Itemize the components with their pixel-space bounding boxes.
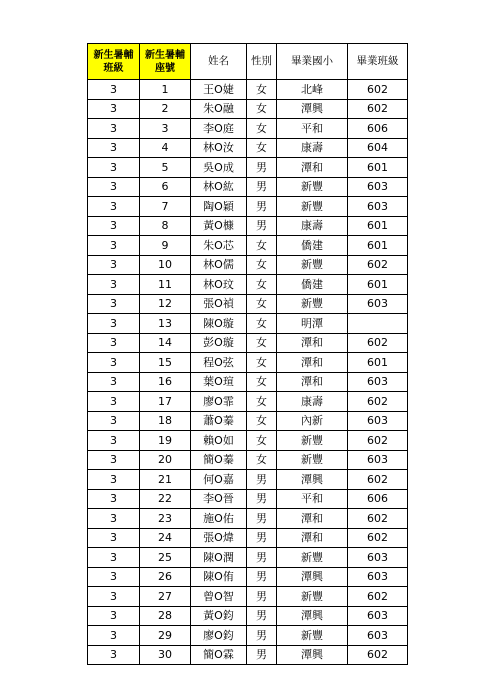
- cell-summer-class: 3: [88, 99, 140, 119]
- cell-graduation-class: 603: [348, 606, 408, 626]
- cell-summer-seat: 24: [140, 528, 191, 548]
- table-row: [88, 216, 408, 236]
- table-row: [88, 587, 408, 607]
- cell-summer-class: 3: [88, 372, 140, 392]
- table-row: [88, 236, 408, 256]
- cell-graduation-class: 602: [348, 645, 408, 665]
- cell-graduation-class: 602: [348, 255, 408, 275]
- cell-elementary-school: 潭和: [277, 353, 348, 373]
- cell-name: 簡O蓁: [191, 450, 247, 470]
- cell-gender: 女: [247, 411, 277, 431]
- cell-summer-seat: 20: [140, 450, 191, 470]
- cell-summer-class: 3: [88, 216, 140, 236]
- header-summer-class-text: 新生暑輔 班級: [93, 49, 134, 74]
- cell-gender: 女: [247, 236, 277, 256]
- cell-gender: 女: [247, 392, 277, 412]
- cell-summer-class: 3: [88, 80, 140, 100]
- cell-elementary-school: 新豐: [277, 177, 348, 197]
- cell-name: 廖O霏: [191, 392, 247, 412]
- table-row: [88, 333, 408, 353]
- cell-elementary-school: 潭興: [277, 470, 348, 490]
- cell-elementary-school: 新豐: [277, 450, 348, 470]
- table-row: [88, 411, 408, 431]
- cell-summer-class: 3: [88, 567, 140, 587]
- cell-name: 王O婕: [191, 80, 247, 100]
- table-row: [88, 158, 408, 178]
- cell-elementary-school: 新豐: [277, 197, 348, 217]
- table-row: [88, 645, 408, 665]
- header-gender: 性別: [247, 44, 277, 80]
- cell-elementary-school: 僑建: [277, 236, 348, 256]
- cell-summer-seat: 14: [140, 333, 191, 353]
- table-row: [88, 548, 408, 568]
- table-row: [88, 372, 408, 392]
- cell-elementary-school: 新豐: [277, 255, 348, 275]
- cell-summer-seat: 25: [140, 548, 191, 568]
- cell-name: 陳O潤: [191, 548, 247, 568]
- table-row: [88, 431, 408, 451]
- cell-gender: 女: [247, 353, 277, 373]
- table-row: [88, 528, 408, 548]
- cell-summer-seat: 30: [140, 645, 191, 665]
- table-row: [88, 177, 408, 197]
- cell-graduation-class: 602: [348, 80, 408, 100]
- cell-name: 賴O如: [191, 431, 247, 451]
- cell-summer-seat: 9: [140, 236, 191, 256]
- cell-elementary-school: 新豐: [277, 626, 348, 646]
- cell-gender: 女: [247, 275, 277, 295]
- cell-name: 朱O融: [191, 99, 247, 119]
- cell-elementary-school: 潭興: [277, 99, 348, 119]
- header-graduation-class: 畢業班級: [348, 44, 408, 80]
- table-row: [88, 138, 408, 158]
- cell-summer-seat: 5: [140, 158, 191, 178]
- cell-gender: 女: [247, 314, 277, 334]
- cell-elementary-school: 新豐: [277, 431, 348, 451]
- cell-gender: 男: [247, 567, 277, 587]
- cell-graduation-class: [348, 314, 408, 334]
- cell-summer-class: 3: [88, 411, 140, 431]
- cell-graduation-class: 602: [348, 528, 408, 548]
- header-elementary-school: 畢業國小: [277, 44, 348, 80]
- cell-summer-class: 3: [88, 528, 140, 548]
- table-row: [88, 255, 408, 275]
- table-row: [88, 509, 408, 529]
- table-row: [88, 294, 408, 314]
- cell-gender: 男: [247, 509, 277, 529]
- cell-elementary-school: 潭和: [277, 333, 348, 353]
- cell-graduation-class: 601: [348, 275, 408, 295]
- cell-name: 彭O璇: [191, 333, 247, 353]
- cell-summer-seat: 10: [140, 255, 191, 275]
- cell-graduation-class: 601: [348, 236, 408, 256]
- cell-summer-seat: 11: [140, 275, 191, 295]
- cell-summer-seat: 12: [140, 294, 191, 314]
- cell-summer-class: 3: [88, 353, 140, 373]
- table-row: [88, 392, 408, 412]
- cell-summer-seat: 29: [140, 626, 191, 646]
- cell-gender: 女: [247, 80, 277, 100]
- cell-summer-seat: 19: [140, 431, 191, 451]
- table-row: [88, 99, 408, 119]
- cell-summer-seat: 6: [140, 177, 191, 197]
- cell-elementary-school: 新豐: [277, 587, 348, 607]
- cell-gender: 女: [247, 294, 277, 314]
- cell-gender: 女: [247, 255, 277, 275]
- cell-name: 李O庭: [191, 119, 247, 139]
- cell-name: 黃O槺: [191, 216, 247, 236]
- cell-name: 林O紘: [191, 177, 247, 197]
- cell-summer-seat: 26: [140, 567, 191, 587]
- table-row: [88, 314, 408, 334]
- cell-summer-seat: 4: [140, 138, 191, 158]
- cell-elementary-school: 潭和: [277, 158, 348, 178]
- cell-summer-class: 3: [88, 255, 140, 275]
- cell-name: 林O儒: [191, 255, 247, 275]
- cell-summer-seat: 23: [140, 509, 191, 529]
- cell-graduation-class: 606: [348, 119, 408, 139]
- cell-name: 朱O芯: [191, 236, 247, 256]
- cell-elementary-school: 平和: [277, 489, 348, 509]
- cell-gender: 男: [247, 548, 277, 568]
- cell-graduation-class: 602: [348, 392, 408, 412]
- cell-graduation-class: 603: [348, 548, 408, 568]
- cell-summer-seat: 17: [140, 392, 191, 412]
- cell-summer-class: 3: [88, 275, 140, 295]
- cell-graduation-class: 603: [348, 177, 408, 197]
- table-row: [88, 567, 408, 587]
- roster-body: [88, 80, 408, 665]
- cell-summer-class: 3: [88, 489, 140, 509]
- cell-elementary-school: 康壽: [277, 138, 348, 158]
- cell-gender: 女: [247, 119, 277, 139]
- header-summer-seat-text: 新生暑輔 座號: [145, 49, 185, 74]
- cell-elementary-school: 潭和: [277, 528, 348, 548]
- cell-summer-class: 3: [88, 431, 140, 451]
- cell-elementary-school: 潭興: [277, 567, 348, 587]
- cell-graduation-class: 601: [348, 353, 408, 373]
- cell-name: 施O佑: [191, 509, 247, 529]
- cell-gender: 男: [247, 216, 277, 236]
- cell-name: 何O嘉: [191, 470, 247, 490]
- cell-gender: 女: [247, 333, 277, 353]
- table-row: [88, 489, 408, 509]
- cell-graduation-class: 603: [348, 411, 408, 431]
- cell-name: 陶O穎: [191, 197, 247, 217]
- cell-name: 曾O智: [191, 587, 247, 607]
- cell-graduation-class: 603: [348, 294, 408, 314]
- cell-elementary-school: 新豐: [277, 548, 348, 568]
- cell-elementary-school: 潭興: [277, 606, 348, 626]
- cell-summer-seat: 7: [140, 197, 191, 217]
- cell-summer-seat: 8: [140, 216, 191, 236]
- cell-summer-class: 3: [88, 333, 140, 353]
- cell-gender: 男: [247, 197, 277, 217]
- student-roster-table: [87, 43, 408, 665]
- cell-name: 張O禎: [191, 294, 247, 314]
- cell-name: 林O汝: [191, 138, 247, 158]
- table-row: [88, 197, 408, 217]
- cell-summer-seat: 22: [140, 489, 191, 509]
- cell-name: 林O玟: [191, 275, 247, 295]
- cell-name: 程O弦: [191, 353, 247, 373]
- header-summer-class: [88, 44, 140, 80]
- cell-name: 陳O侑: [191, 567, 247, 587]
- cell-gender: 男: [247, 645, 277, 665]
- cell-summer-class: 3: [88, 119, 140, 139]
- cell-elementary-school: 新豐: [277, 294, 348, 314]
- cell-gender: 男: [247, 587, 277, 607]
- cell-elementary-school: 康壽: [277, 392, 348, 412]
- cell-name: 簡O霖: [191, 645, 247, 665]
- cell-gender: 男: [247, 528, 277, 548]
- table-row: [88, 353, 408, 373]
- cell-elementary-school: 潭和: [277, 372, 348, 392]
- cell-summer-seat: 16: [140, 372, 191, 392]
- cell-summer-seat: 2: [140, 99, 191, 119]
- cell-name: 廖O鈞: [191, 626, 247, 646]
- cell-graduation-class: 602: [348, 333, 408, 353]
- cell-summer-seat: 28: [140, 606, 191, 626]
- cell-gender: 男: [247, 470, 277, 490]
- cell-summer-seat: 21: [140, 470, 191, 490]
- cell-summer-seat: 15: [140, 353, 191, 373]
- cell-summer-class: 3: [88, 158, 140, 178]
- cell-elementary-school: 潭興: [277, 645, 348, 665]
- cell-elementary-school: 明潭: [277, 314, 348, 334]
- cell-gender: 男: [247, 177, 277, 197]
- cell-elementary-school: 平和: [277, 119, 348, 139]
- cell-summer-class: 3: [88, 509, 140, 529]
- cell-summer-class: 3: [88, 236, 140, 256]
- cell-summer-class: 3: [88, 138, 140, 158]
- cell-summer-class: 3: [88, 294, 140, 314]
- cell-summer-seat: 1: [140, 80, 191, 100]
- cell-gender: 男: [247, 158, 277, 178]
- cell-summer-class: 3: [88, 314, 140, 334]
- table-row: [88, 450, 408, 470]
- header-summer-seat: [140, 44, 191, 80]
- cell-elementary-school: 康壽: [277, 216, 348, 236]
- cell-summer-seat: 18: [140, 411, 191, 431]
- cell-elementary-school: 北峰: [277, 80, 348, 100]
- header-name: 姓名: [191, 44, 247, 80]
- cell-summer-class: 3: [88, 606, 140, 626]
- cell-name: 蕭O蓁: [191, 411, 247, 431]
- cell-graduation-class: 603: [348, 372, 408, 392]
- cell-graduation-class: 602: [348, 509, 408, 529]
- cell-elementary-school: 內新: [277, 411, 348, 431]
- header-row: [88, 44, 408, 80]
- cell-graduation-class: 602: [348, 431, 408, 451]
- cell-summer-class: 3: [88, 626, 140, 646]
- cell-graduation-class: 606: [348, 489, 408, 509]
- cell-name: 張O煒: [191, 528, 247, 548]
- table-row: [88, 626, 408, 646]
- cell-summer-class: 3: [88, 548, 140, 568]
- cell-graduation-class: 603: [348, 626, 408, 646]
- cell-graduation-class: 601: [348, 216, 408, 236]
- cell-graduation-class: 601: [348, 158, 408, 178]
- cell-summer-class: 3: [88, 587, 140, 607]
- cell-summer-seat: 27: [140, 587, 191, 607]
- cell-gender: 女: [247, 372, 277, 392]
- cell-summer-class: 3: [88, 470, 140, 490]
- table-row: [88, 606, 408, 626]
- cell-summer-class: 3: [88, 197, 140, 217]
- cell-graduation-class: 603: [348, 567, 408, 587]
- cell-elementary-school: 潭和: [277, 509, 348, 529]
- cell-name: 葉O瑄: [191, 372, 247, 392]
- table-row: [88, 470, 408, 490]
- cell-gender: 男: [247, 606, 277, 626]
- table-row: [88, 275, 408, 295]
- cell-name: 李O晉: [191, 489, 247, 509]
- cell-gender: 女: [247, 138, 277, 158]
- table-row: [88, 80, 408, 100]
- cell-summer-class: 3: [88, 392, 140, 412]
- cell-summer-seat: 13: [140, 314, 191, 334]
- cell-graduation-class: 604: [348, 138, 408, 158]
- cell-summer-seat: 3: [140, 119, 191, 139]
- cell-gender: 男: [247, 626, 277, 646]
- cell-gender: 女: [247, 99, 277, 119]
- table-row: [88, 119, 408, 139]
- cell-summer-class: 3: [88, 645, 140, 665]
- cell-elementary-school: 僑建: [277, 275, 348, 295]
- cell-gender: 女: [247, 431, 277, 451]
- cell-name: 黃O鈞: [191, 606, 247, 626]
- cell-graduation-class: 602: [348, 99, 408, 119]
- cell-graduation-class: 603: [348, 197, 408, 217]
- cell-summer-class: 3: [88, 177, 140, 197]
- cell-name: 陳O璇: [191, 314, 247, 334]
- cell-graduation-class: 603: [348, 450, 408, 470]
- cell-gender: 男: [247, 489, 277, 509]
- cell-graduation-class: 602: [348, 470, 408, 490]
- cell-gender: 女: [247, 450, 277, 470]
- cell-graduation-class: 602: [348, 587, 408, 607]
- cell-summer-class: 3: [88, 450, 140, 470]
- cell-name: 吳O成: [191, 158, 247, 178]
